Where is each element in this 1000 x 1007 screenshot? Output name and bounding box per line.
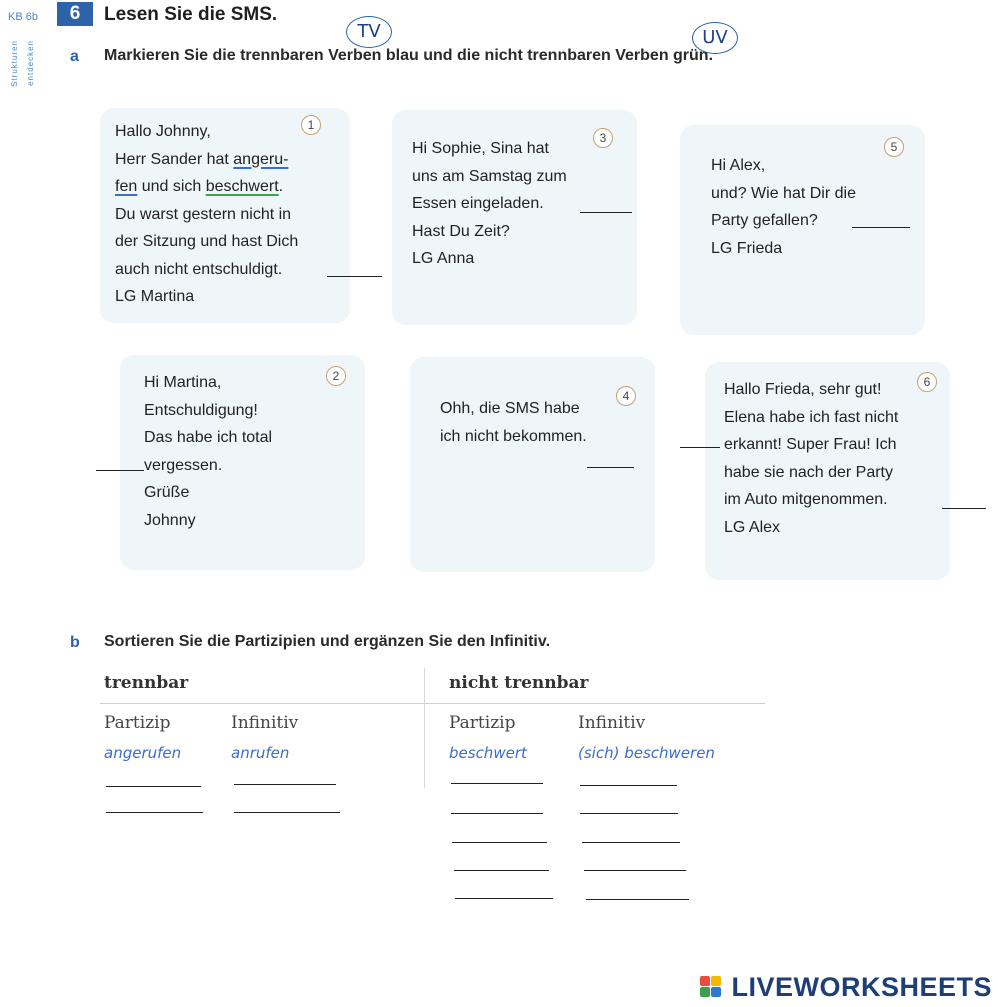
nicht-trennbar-partizip-blank[interactable] (454, 870, 549, 871)
sms-1-line: auch nicht entschuldigt. (115, 260, 283, 278)
side-label (10, 40, 44, 130)
answer-blank-1[interactable] (327, 276, 382, 277)
sms-1-line: Herr Sander hat angeru- (115, 150, 289, 168)
sms-6-line: im Auto mitgenommen. (724, 491, 888, 508)
sms-1-line: Hallo Johnny, (115, 123, 211, 140)
part-a-letter: a (70, 48, 79, 65)
verb-angerufen-part2: fen (115, 178, 138, 195)
nicht-trennbar-infinitiv-blank[interactable] (580, 813, 678, 814)
right-partizip-header: Partizip (449, 713, 516, 733)
sms-3-line: Hi Sophie, Sina hat (412, 140, 549, 157)
sms-number-5: 5 (884, 137, 904, 157)
sms-text-3 (412, 135, 567, 273)
nicht-trennbar-partizip-blank[interactable] (452, 842, 547, 843)
nicht-trennbar-infinitiv-blank[interactable] (586, 899, 689, 900)
sms-1-line: Du warst gestern nicht in (115, 205, 292, 223)
answer-blank-2[interactable] (96, 470, 144, 471)
sms-number-3: 3 (593, 128, 613, 148)
trennbar-partizip-blank[interactable] (106, 812, 203, 813)
sms-6-line: Elena habe ich fast nicht (724, 408, 899, 426)
trennbar-infinitiv-blank[interactable] (234, 784, 336, 785)
exercise-number: 6 (57, 2, 93, 26)
sms-3-line: LG Anna (412, 250, 475, 267)
left-partizip-header: Partizip (104, 713, 171, 733)
answer-blank-5[interactable] (852, 227, 910, 228)
verb-angerufen-part1: angeru- (233, 150, 289, 168)
column-header-trennbar: trennbar (104, 673, 189, 693)
left-infinitiv-header: Infinitiv (231, 713, 299, 733)
left-example-partizip: angerufen (104, 744, 182, 762)
part-a-instruction: Markieren Sie die trennbaren Verben blau und die nicht trennbaren Verben grün. (104, 47, 714, 64)
sms-text-6 (724, 376, 898, 541)
sms-5-line: LG Frieda (711, 239, 783, 257)
nicht-trennbar-partizip-blank[interactable] (451, 813, 543, 814)
right-infinitiv-header: Infinitiv (578, 713, 646, 733)
trennbar-infinitiv-blank[interactable] (234, 812, 340, 813)
part-b-instruction: Sortieren Sie die Partizipien und ergänzen Sie den Infinitiv. (104, 633, 551, 650)
sms-2-line: Hi Martina, (144, 374, 222, 391)
nicht-trennbar-infinitiv-blank[interactable] (584, 870, 686, 871)
sms-1-line: der Sitzung und hast Dich (115, 233, 299, 250)
sms-5-line: und? Wie hat Dir die (711, 184, 856, 202)
tv-circle-mark: TV (346, 16, 392, 48)
sms-1-line: fen und sich beschwert. (115, 178, 284, 195)
sms-2-line: Das habe ich total (144, 429, 273, 446)
sms-5-line: Hi Alex, (711, 157, 766, 174)
sms-number-1: 1 (301, 115, 321, 135)
nicht-trennbar-partizip-blank[interactable] (455, 898, 553, 899)
nicht-trennbar-partizip-blank[interactable] (451, 783, 543, 784)
sms-6-line: habe sie nach der Party (724, 463, 893, 481)
part-b-letter: b (70, 634, 80, 651)
sms-6-line: LG Alex (724, 518, 781, 536)
sms-2-line: Entschuldigung! (144, 401, 258, 419)
sms-2-line: vergessen. (144, 456, 223, 474)
sms-number-6: 6 (917, 372, 937, 392)
sms-number-4: 4 (616, 386, 636, 406)
sms-1-line: LG Martina (115, 288, 195, 305)
nicht-trennbar-infinitiv-blank[interactable] (582, 842, 680, 843)
answer-blank-6a[interactable] (680, 447, 720, 448)
sms-text-2 (144, 369, 272, 534)
uv-circle-mark: UV (692, 22, 738, 54)
table-column-divider (424, 668, 425, 788)
side-label-line1: Strukturen (10, 40, 19, 87)
sms-text-5 (711, 152, 856, 262)
verb-beschwert: beschwert (205, 178, 279, 195)
sms-3-line: uns am Samstag zum (412, 167, 567, 185)
right-example-partizip: beschwert (449, 744, 527, 762)
answer-blank-3[interactable] (580, 212, 632, 213)
answer-blank-4[interactable] (587, 467, 634, 468)
sms-5-line: Party gefallen? (711, 212, 818, 229)
sms-3-line: Essen eingeladen. (412, 195, 544, 212)
left-example-infinitiv: anrufen (231, 744, 290, 762)
side-label-line2: entdecken (26, 40, 35, 86)
sms-6-line: Hallo Frieda, sehr gut! (724, 381, 882, 398)
trennbar-partizip-blank[interactable] (106, 786, 201, 787)
sms-6-line: erkannt! Super Frau! Ich (724, 436, 897, 453)
liveworksheets-logo-icon (700, 976, 722, 998)
liveworksheets-logo-text: LIVEWORKSHEETS (731, 972, 992, 1002)
table-header-divider (100, 703, 765, 704)
answer-blank-6b[interactable] (942, 508, 986, 509)
sms-2-line: Grüße (144, 484, 190, 501)
sms-number-2: 2 (326, 366, 346, 386)
sms-text-4 (440, 395, 587, 450)
sms-4-line: ich nicht bekommen. (440, 427, 587, 445)
nicht-trennbar-infinitiv-blank[interactable] (580, 785, 677, 786)
column-header-nicht-trennbar: nicht trennbar (449, 673, 589, 693)
kb-reference: KB 6b (8, 11, 38, 23)
right-example-infinitiv: (sich) beschweren (578, 744, 715, 762)
sms-text-1 (115, 118, 298, 311)
sms-4-line: Ohh, die SMS habe (440, 400, 580, 417)
exercise-title: Lesen Sie die SMS. (104, 4, 278, 25)
sms-3-line: Hast Du Zeit? (412, 222, 510, 240)
sms-2-line: Johnny (144, 511, 196, 529)
